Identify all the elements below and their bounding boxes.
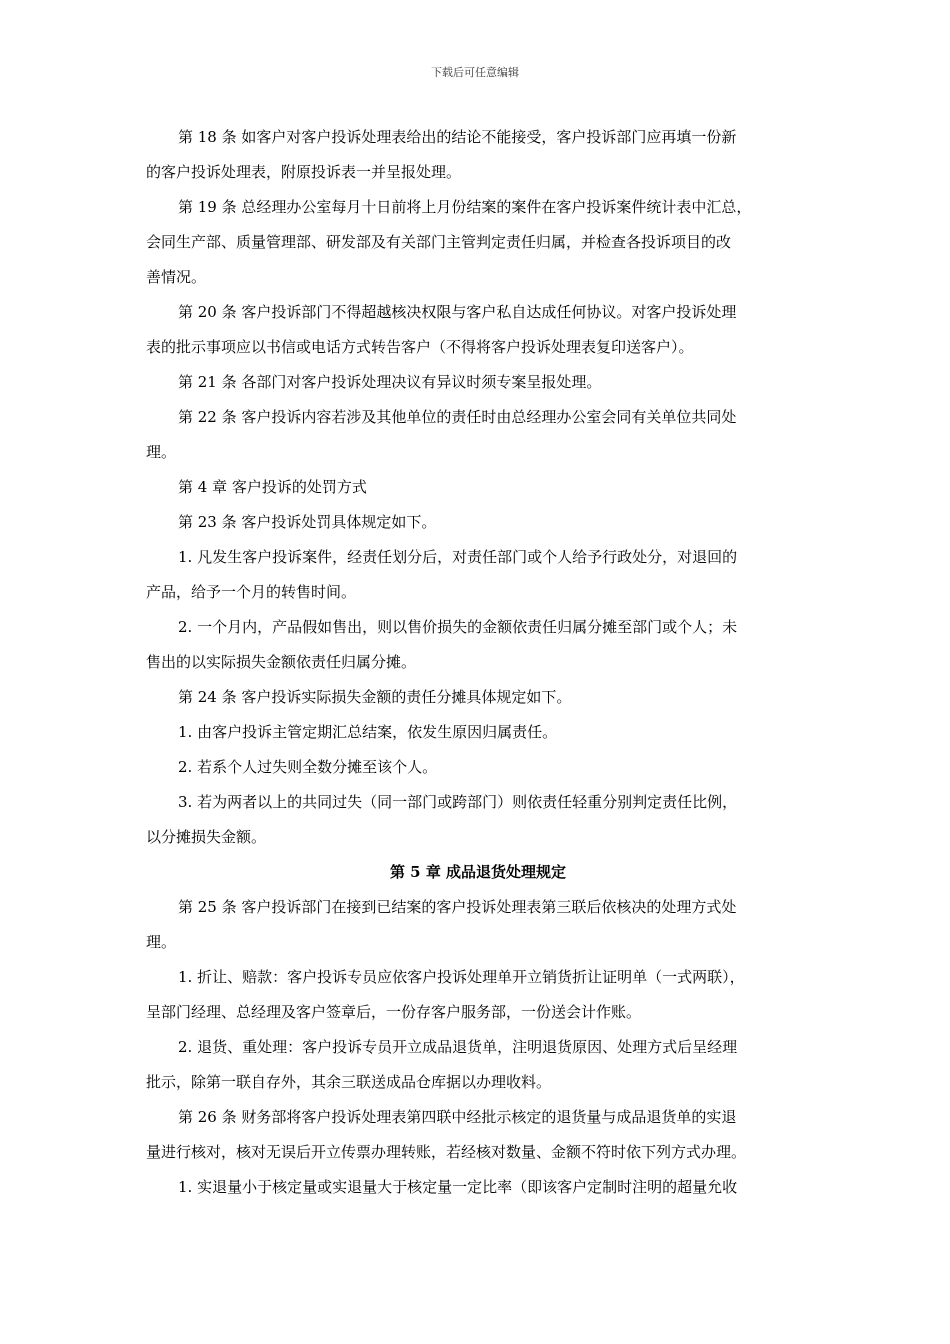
paragraph-line: 理。 bbox=[146, 443, 177, 461]
paragraph-line: 第 25 条 客户投诉部门在接到已结案的客户投诉处理表第三联后依核决的处理方式处 bbox=[178, 898, 737, 916]
paragraph-line: 第 26 条 财务部将客户投诉处理表第四联中经批示核定的退货量与成品退货单的实退 bbox=[178, 1108, 737, 1126]
page-header: 下载后可任意编辑 bbox=[431, 66, 519, 79]
paragraph-line: 1. 实退量小于核定量或实退量大于核定量一定比率（即该客户定制时注明的超量允收 bbox=[178, 1178, 738, 1196]
chapter-heading: 第 4 章 客户投诉的处罚方式 bbox=[178, 478, 367, 496]
paragraph-line: 以分摊损失金额。 bbox=[146, 828, 267, 846]
paragraph-line: 产品，给予一个月的转售时间。 bbox=[146, 583, 357, 601]
paragraph-line: 1. 凡发生客户投诉案件，经责任划分后，对责任部门或个人给予行政处分，对退回的 bbox=[178, 548, 738, 566]
chapter-heading: 第 5 章 成品退货处理规定 bbox=[389, 863, 567, 881]
paragraph-line: 1. 由客户投诉主管定期汇总结案，依发生原因归属责任。 bbox=[178, 723, 558, 741]
paragraph-line: 3. 若为两者以上的共同过失（同一部门或跨部门）则依责任轻重分别判定责任比例， bbox=[178, 793, 738, 811]
paragraph-line: 2. 退货、重处理：客户投诉专员开立成品退货单，注明退货原因、处理方式后呈经理 bbox=[178, 1038, 738, 1056]
paragraph-line: 理。 bbox=[146, 933, 177, 951]
paragraph-line: 2. 一个月内，产品假如售出，则以售价损失的金额依责任归属分摊至部门或个人；未 bbox=[178, 618, 738, 636]
document-body bbox=[146, 120, 810, 1205]
paragraph-line: 批示，除第一联自存外，其余三联送成品仓库据以办理收料。 bbox=[146, 1073, 552, 1091]
paragraph-line: 第 18 条 如客户对客户投诉处理表给出的结论不能接受，客户投诉部门应再填一份新 bbox=[178, 128, 737, 146]
paragraph-line: 第 22 条 客户投诉内容若涉及其他单位的责任时由总经理办公室会同有关单位共同处 bbox=[178, 408, 737, 426]
paragraph-line: 第 24 条 客户投诉实际损失金额的责任分摊具体规定如下。 bbox=[178, 688, 572, 706]
paragraph-line: 第 19 条 总经理办公室每月十日前将上月份结案的案件在客户投诉案件统计表中汇总， bbox=[178, 198, 752, 216]
paragraph-line: 第 23 条 客户投诉处罚具体规定如下。 bbox=[178, 513, 437, 531]
paragraph-line: 呈部门经理、总经理及客户签章后，一份存客户服务部，一份送会计作账。 bbox=[146, 1003, 642, 1021]
paragraph-line: 会同生产部、质量管理部、研发部及有关部门主管判定责任归属，并检查各投诉项目的改 bbox=[146, 233, 732, 251]
paragraph-line: 第 20 条 客户投诉部门不得超越核决权限与客户私自达成任何协议。对客户投诉处理 bbox=[178, 303, 737, 321]
paragraph-line: 2. 若系个人过失则全数分摊至该个人。 bbox=[178, 758, 438, 776]
paragraph-line: 的客户投诉处理表，附原投诉表一并呈报处理。 bbox=[146, 163, 462, 181]
paragraph-line: 量进行核对，核对无误后开立传票办理转账，若经核对数量、金额不符时依下列方式办理。 bbox=[146, 1143, 747, 1161]
paragraph-line: 表的批示事项应以书信或电话方式转告客户（不得将客户投诉处理表复印送客户）。 bbox=[146, 338, 694, 356]
paragraph-line: 售出的以实际损失金额依责任归属分摊。 bbox=[146, 653, 417, 671]
paragraph-line: 善情况。 bbox=[146, 268, 207, 286]
paragraph-line: 第 21 条 各部门对客户投诉处理决议有异议时须专案呈报处理。 bbox=[178, 373, 602, 391]
paragraph-line: 1. 折让、赔款：客户投诉专员应依客户投诉处理单开立销货折让证明单（一式两联）， bbox=[178, 968, 745, 986]
